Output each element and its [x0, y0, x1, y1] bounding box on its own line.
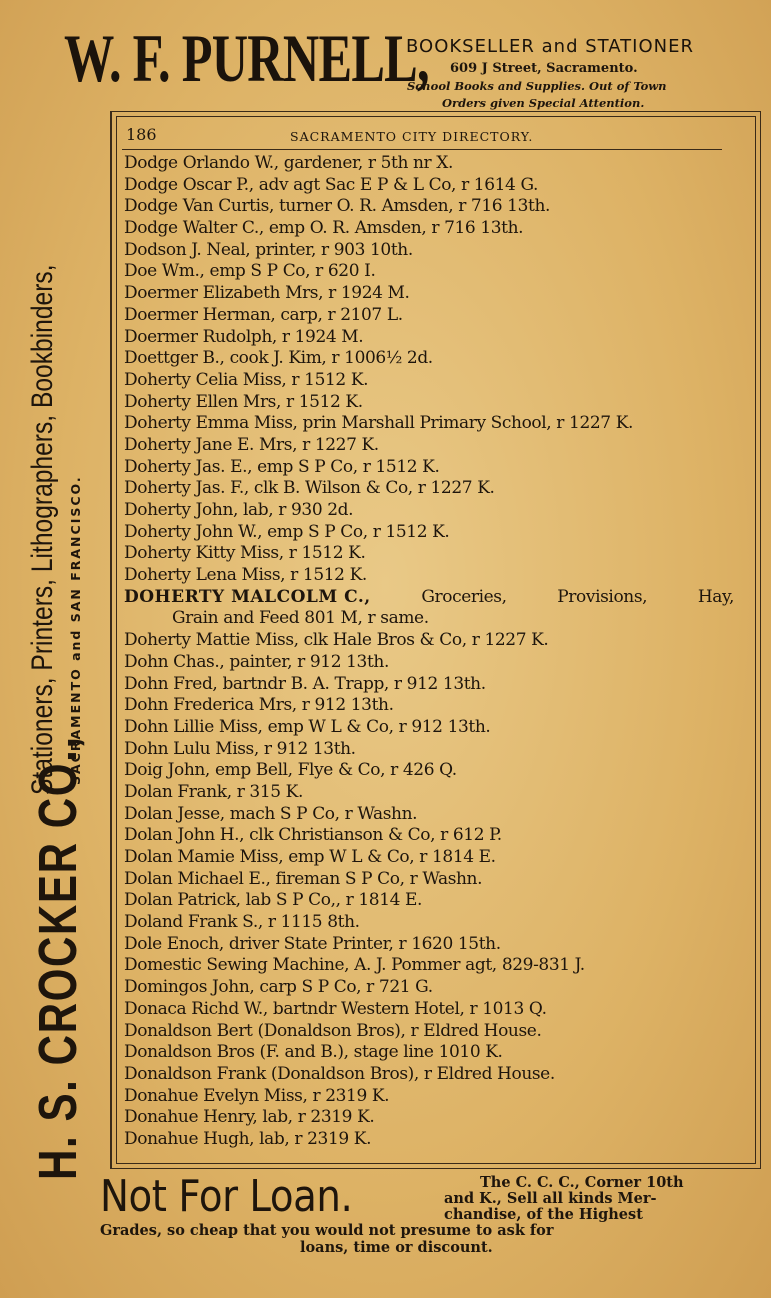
list-item: Doherty Jas. F., clk B. Wilson & Co, r 1227 K. — [124, 478, 495, 499]
list-item: Dolan Mamie Miss, emp W L & Co, r 1814 E. — [124, 847, 496, 867]
advertiser-tagline: School Books and Supplies. Out of Town — [407, 79, 667, 93]
list-item: Donaldson Bert (Donaldson Bros), r Eldred House. — [124, 1020, 542, 1041]
list-item: Dolan John H., clk Christianson & Co, r 612 P. — [124, 825, 502, 846]
list-item: Doermer Rudolph, r 1924 M. — [124, 326, 364, 347]
list-item: Doherty Jane E. Mrs, r 1227 K. — [124, 434, 379, 455]
bottom-ad-line: loans, time or discount. — [300, 1239, 493, 1256]
list-item: Donahue Hugh, lab, r 2319 K. — [124, 1128, 372, 1149]
list-item: Doherty Lena Miss, r 1512 K. — [124, 565, 367, 586]
list-item: Dolan Michael E., fireman S P Co, r Washn. — [124, 868, 483, 889]
bottom-ad-line: Grades, so cheap that you would not presume to ask for — [100, 1222, 554, 1239]
list-item: Donahue Evelyn Miss, r 2319 K. — [124, 1085, 390, 1106]
list-item: Doettger B., cook J. Kim, r 1006½ 2d. — [124, 348, 433, 369]
list-item: Dohn Fred, bartndr B. A. Trapp, r 912 13th. — [124, 673, 486, 694]
advertiser-tagline-2: Orders given Special Attention. — [442, 96, 645, 110]
list-item: Doermer Herman, carp, r 2107 L. — [124, 304, 403, 325]
bottom-advertisement — [0, 1168, 771, 1298]
page-header: SACRAMENTO CITY DIRECTORY. — [290, 129, 534, 144]
list-item: Donaldson Bros (F. and B.), stage line 1010 K. — [124, 1042, 503, 1063]
list-item: Dodge Oscar P., adv agt Sac E P & L Co, r 1614 G. — [124, 174, 539, 195]
list-item: Dolan Frank, r 315 K. — [124, 781, 303, 802]
list-item: Dodge Van Curtis, turner O. R. Amsden, r 716 13th. — [124, 196, 551, 217]
bold-entry-word: Hay, — [697, 586, 734, 607]
side-advertiser-cities: SACRAMENTO and SAN FRANCISCO. — [68, 475, 83, 785]
list-item: Doland Frank S., r 1115 8th. — [124, 912, 360, 933]
list-item: Doherty Ellen Mrs, r 1512 K. — [124, 391, 363, 412]
list-item: Doherty John, lab, r 930 2d. — [124, 500, 354, 520]
bottom-ad-line: chandise, of the Highest — [444, 1206, 643, 1223]
list-item: Dolan Patrick, lab S P Co,, r 1814 E. — [124, 890, 423, 911]
list-item: Dohn Lulu Miss, r 912 13th. — [124, 738, 356, 759]
list-item: Dohn Chas., painter, r 912 13th. — [124, 651, 389, 672]
top-advertisement — [0, 0, 771, 118]
directory-entries — [124, 153, 734, 1151]
header-rule — [122, 149, 722, 150]
side-advertiser-trades: Stationers, Printers, Lithographers, Bookbinders, — [26, 264, 59, 795]
list-item: Dohn Frederica Mrs, r 912 13th. — [124, 695, 394, 716]
side-advertisement — [24, 70, 96, 1180]
list-item: Domestic Sewing Machine, A. J. Pommer agt, 829-831 J. — [124, 955, 585, 976]
list-item: Doherty Mattie Miss, clk Hale Bros & Co, r 1227 K. — [124, 630, 549, 651]
list-item: Dodge Orlando W., gardener, r 5th nr X. — [124, 153, 453, 173]
bold-entry-continuation: Grain and Feed 801 M, r same. — [172, 608, 429, 629]
list-item: Donaldson Frank (Donaldson Bros), r Eldred House. — [124, 1063, 555, 1084]
bold-entry-name: DOHERTY MALCOLM C., — [124, 586, 371, 607]
advertiser-address: 609 J Street, Sacramento. — [450, 61, 638, 76]
list-item: Domingos John, carp S P Co, r 721 G. — [124, 977, 433, 998]
bold-entry-word: Groceries, — [421, 586, 507, 607]
bold-entry-word: Provisions, — [557, 586, 648, 607]
advertiser-trade: BOOKSELLER and STATIONER — [406, 36, 694, 57]
list-item: Dole Enoch, driver State Printer, r 1620 15th. — [124, 933, 501, 954]
list-item: Doherty Emma Miss, prin Marshall Primary School, r 1227 K. — [124, 413, 634, 434]
list-item: Dohn Lillie Miss, emp W L & Co, r 912 13th. — [124, 716, 491, 737]
list-item: Doig John, emp Bell, Flye & Co, r 426 Q. — [124, 760, 457, 781]
list-item: Dodge Walter C., emp O. R. Amsden, r 716 13th. — [124, 218, 524, 239]
advertiser-name: W. F. PURNELL, — [64, 20, 429, 96]
list-item: Doermer Elizabeth Mrs, r 1924 M. — [124, 283, 410, 304]
page-number: 186 — [126, 125, 157, 144]
list-item: Doherty Kitty Miss, r 1512 K. — [124, 543, 366, 564]
bold-list-item — [124, 587, 734, 609]
list-item: Doherty John W., emp S P Co, r 1512 K. — [124, 521, 450, 542]
bottom-ad-headline: Not For Loan. — [100, 1171, 353, 1222]
bottom-ad-line: The C. C. C., Corner 10th — [480, 1174, 684, 1191]
list-item: Dolan Jesse, mach S P Co, r Washn. — [124, 803, 418, 824]
list-item: Doherty Celia Miss, r 1512 K. — [124, 369, 369, 390]
bottom-ad-line: and K., Sell all kinds Mer- — [444, 1190, 657, 1207]
side-advertiser-name: H. S. CROCKER CO., — [28, 735, 88, 1180]
list-item: Donahue Henry, lab, r 2319 K. — [124, 1107, 375, 1128]
list-item: Doe Wm., emp S P Co, r 620 I. — [124, 261, 376, 282]
list-item: Doherty Jas. E., emp S P Co, r 1512 K. — [124, 456, 440, 477]
list-item: Dodson J. Neal, printer, r 903 10th. — [124, 239, 413, 260]
list-item: Donaca Richd W., bartndr Western Hotel, r 1013 Q. — [124, 998, 547, 1019]
